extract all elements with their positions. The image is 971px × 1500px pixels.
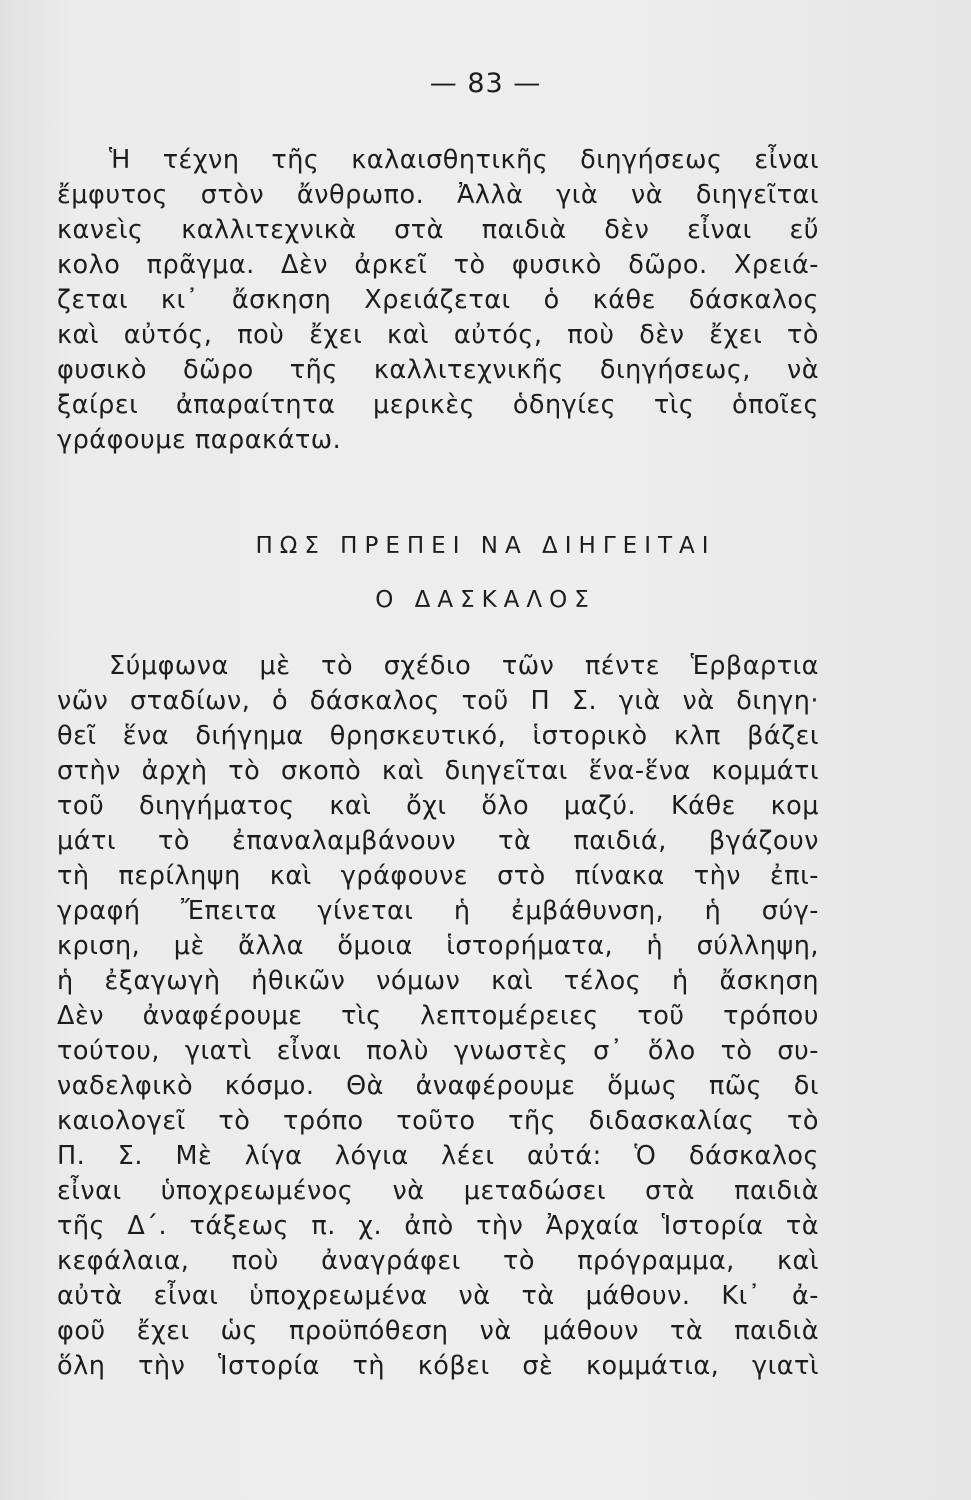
text-line: αὐτὰ εἶναι ὑποχρεωμένα νὰ τὰ μάθουν. Κι᾽ ἀ- xyxy=(57,1281,819,1311)
text-line: ναδελφικὸ κόσμο. Θὰ ἀναφέρουμε ὅμως πῶς δι xyxy=(57,1071,819,1101)
text-line: φοῦ ἔχει ὡς προϋπόθεση νὰ μάθουν τὰ παιδιὰ xyxy=(57,1316,819,1346)
text-line: εἶναι ὑποχρεωμένος νὰ μεταδώσει στὰ παιδιὰ xyxy=(57,1176,819,1206)
text-line: Δὲν ἀναφέρουμε τὶς λεπτομέρειες τοῦ τρόπου xyxy=(57,1001,819,1031)
text-line: τῆς Δ΄. τάξεως π. χ. ἀπὸ τὴν Ἀρχαία Ἱστορία τὰ xyxy=(57,1211,819,1241)
text-line: Σύμφωνα μὲ τὸ σχέδιο τῶν πέντε Ἑρβαρτια xyxy=(109,651,819,681)
page-number: — 83 — xyxy=(429,68,542,99)
text-line: τοῦ διηγήματος καὶ ὄχι ὅλο μαζύ. Κάθε κομ xyxy=(57,791,819,821)
text-line: ζεται κι᾽ ἄσκηση Χρειάζεται ὁ κάθε δάσκαλος xyxy=(57,285,819,315)
text-line: καὶ αὐτός, ποὺ ἔχει καὶ αὐτός, ποὺ δὲν ἔχει τὸ xyxy=(57,320,819,350)
body-paragraph xyxy=(57,649,819,1384)
text-line: Π. Σ. Μὲ λίγα λόγια λέει αὐτά: Ὁ δάσκαλος xyxy=(57,1141,819,1171)
text-line: φυσικὸ δῶρο τῆς καλλιτεχνικῆς διηγήσεως, νὰ xyxy=(57,355,819,385)
text-line: στὴν ἀρχὴ τὸ σκοπὸ καὶ διηγεῖται ἕνα-ἕνα κομμάτι xyxy=(57,756,819,786)
text-line: τούτου, γιατὶ εἶναι πολὺ γνωστὲς σ᾽ ὅλο τὸ συ- xyxy=(57,1036,819,1066)
text-line: Ἡ τέχνη τῆς καλαισθητικῆς διηγήσεως εἶναι xyxy=(109,145,819,175)
text-line: ὅλη τὴν Ἱστορία τὴ κόβει σὲ κομμάτια, γιατὶ xyxy=(57,1351,819,1381)
text-line: μάτι τὸ ἐπαναλαμβάνουν τὰ παιδιά, βγάζουν xyxy=(57,826,819,856)
text-line: κεφάλαια, ποὺ ἀναγράφει τὸ πρόγραμμα, καὶ xyxy=(57,1246,819,1276)
text-line: γράφουμε παρακάτω. xyxy=(57,425,342,455)
text-line: ἡ ἐξαγωγὴ ἠθικῶν νόμων καὶ τέλος ἡ ἄσκηση xyxy=(57,966,819,996)
text-line: τὴ περίληψη καὶ γράφουνε στὸ πίνακα τὴν ἐπι- xyxy=(57,861,819,891)
text-line: καιολογεῖ τὸ τρόπο τοῦτο τῆς διδασκαλίας τὸ xyxy=(57,1106,819,1136)
text-line: ξαίρει ἀπαραίτητα μερικὲς ὁδηγίες τὶς ὁποῖες xyxy=(57,390,819,420)
text-line: ἔμφυτος στὸν ἄνθρωπο. Ἀλλὰ γιὰ νὰ διηγεῖται xyxy=(57,180,819,210)
section-heading-line-1: ΠΩΣ ΠΡΕΠΕΙ ΝΑ ΔΙΗΓΕΙΤΑΙ xyxy=(255,533,716,559)
text-line: νῶν σταδίων, ὁ δάσκαλος τοῦ Π Σ. γιὰ νὰ διηγη· xyxy=(57,686,819,716)
text-line: θεῖ ἕνα διήγημα θρησκευτικό, ἱστορικὸ κλπ βάζει xyxy=(57,721,819,751)
text-line: γραφή Ἔπειτα γίνεται ἡ ἐμβάθυνση, ἡ σύγ- xyxy=(57,896,819,926)
text-line: κριση, μὲ ἄλλα ὅμοια ἱστορήματα, ἡ σύλληψη, xyxy=(57,931,819,961)
section-heading-line-2: Ο ΔΑΣΚΑΛΟΣ xyxy=(375,587,596,613)
text-line: κανεὶς καλλιτεχνικὰ στὰ παιδιὰ δὲν εἶναι εὔ xyxy=(57,215,819,245)
intro-paragraph xyxy=(57,143,819,458)
text-line: κολο πρᾶγμα. Δὲν ἀρκεῖ τὸ φυσικὸ δῶρο. Χρειά- xyxy=(57,250,819,280)
